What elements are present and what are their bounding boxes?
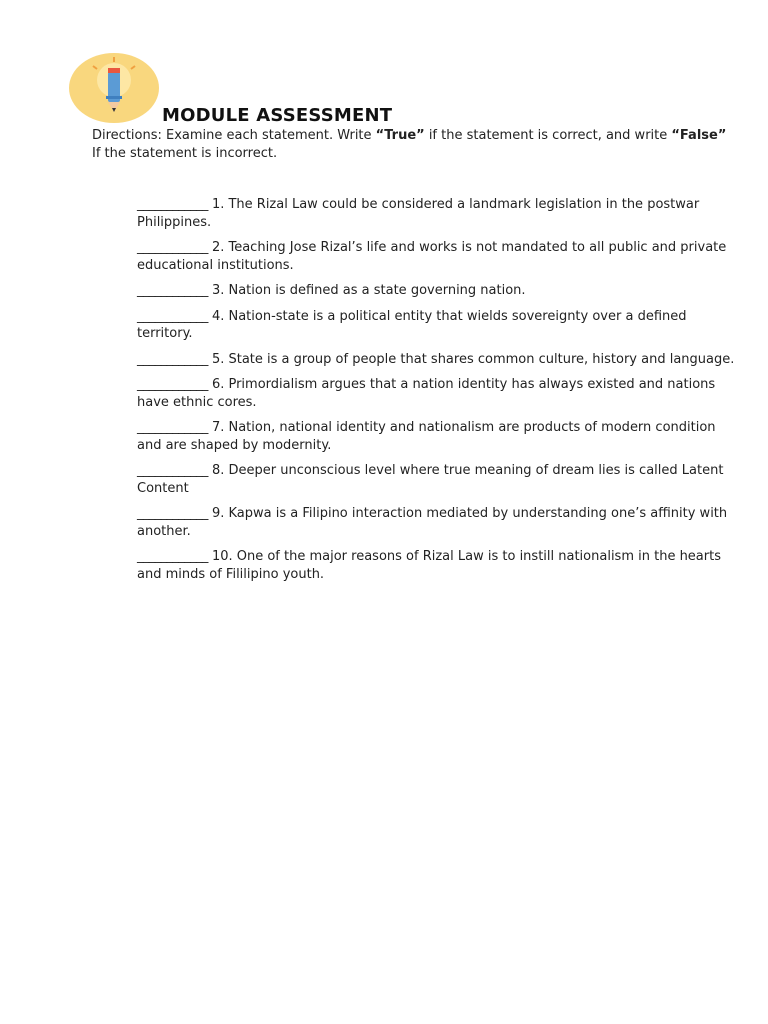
directions-suffix: If the statement is incorrect.	[92, 146, 278, 161]
page-title: MODULE ASSESSMENT	[162, 105, 393, 126]
assessment-items	[137, 196, 737, 591]
answer-blank[interactable]: ____________	[137, 240, 208, 255]
directions-prefix: Directions: Examine each statement. Write	[92, 128, 376, 143]
item-text: 10. One of the major reasons of Rizal Law is to instill nationalism in the hearts and minds of Fililipino youth.	[137, 549, 721, 582]
directions	[92, 127, 732, 163]
assessment-item-5	[137, 351, 737, 369]
assessment-item-3	[137, 282, 737, 300]
item-text: 5. State is a group of people that shares common culture, history and language.	[207, 351, 735, 367]
assessment-item-2	[137, 239, 737, 274]
assessment-item-8	[137, 462, 737, 497]
directions-middle: if the statement is correct, and write	[424, 128, 672, 143]
item-text: 6. Primordialism argues that a nation identity has always existed and nations have ethnic cores.	[137, 377, 716, 410]
assessment-item-7	[137, 419, 737, 454]
assessment-item-4	[137, 308, 737, 343]
item-text: 4. Nation-state is a political entity that wields sovereignty over a defined territory.	[137, 308, 687, 341]
item-text: 3. Nation is defined as a state governing nation.	[207, 283, 526, 298]
item-text: 2. Teaching Jose Rizal’s life and works is not mandated to all public and private educational institutions.	[137, 240, 727, 273]
answer-blank[interactable]: ____________	[137, 420, 208, 435]
item-text: 1. The Rizal Law could be considered a landmark legislation in the postwar Philippines.	[137, 197, 700, 230]
answer-blank[interactable]: ____________	[137, 308, 208, 324]
false-keyword: “False”	[671, 128, 727, 143]
answer-blank[interactable]: ____________	[137, 377, 208, 392]
answer-blank[interactable]: ____________	[137, 351, 208, 367]
answer-blank[interactable]: ____________	[137, 283, 208, 298]
item-text: 7. Nation, national identity and nationalism are products of modern condition and are shaped by modernity.	[137, 420, 716, 453]
true-keyword: “True”	[375, 128, 425, 143]
lightbulb-pencil-icon	[68, 52, 160, 124]
item-text: 9. Kapwa is a Filipino interaction mediated by understanding one’s affinity with another.	[137, 506, 728, 539]
assessment-item-10	[137, 548, 737, 583]
assessment-item-1	[137, 196, 737, 231]
assessment-item-6	[137, 376, 737, 411]
answer-blank[interactable]: ____________	[137, 549, 208, 564]
assessment-item-9	[137, 505, 737, 540]
answer-blank[interactable]: ____________	[137, 463, 208, 478]
answer-blank[interactable]: ____________	[137, 197, 208, 212]
item-text: 8. Deeper unconscious level where true meaning of dream lies is called Latent Content	[137, 463, 724, 496]
answer-blank[interactable]: ____________	[137, 506, 208, 521]
